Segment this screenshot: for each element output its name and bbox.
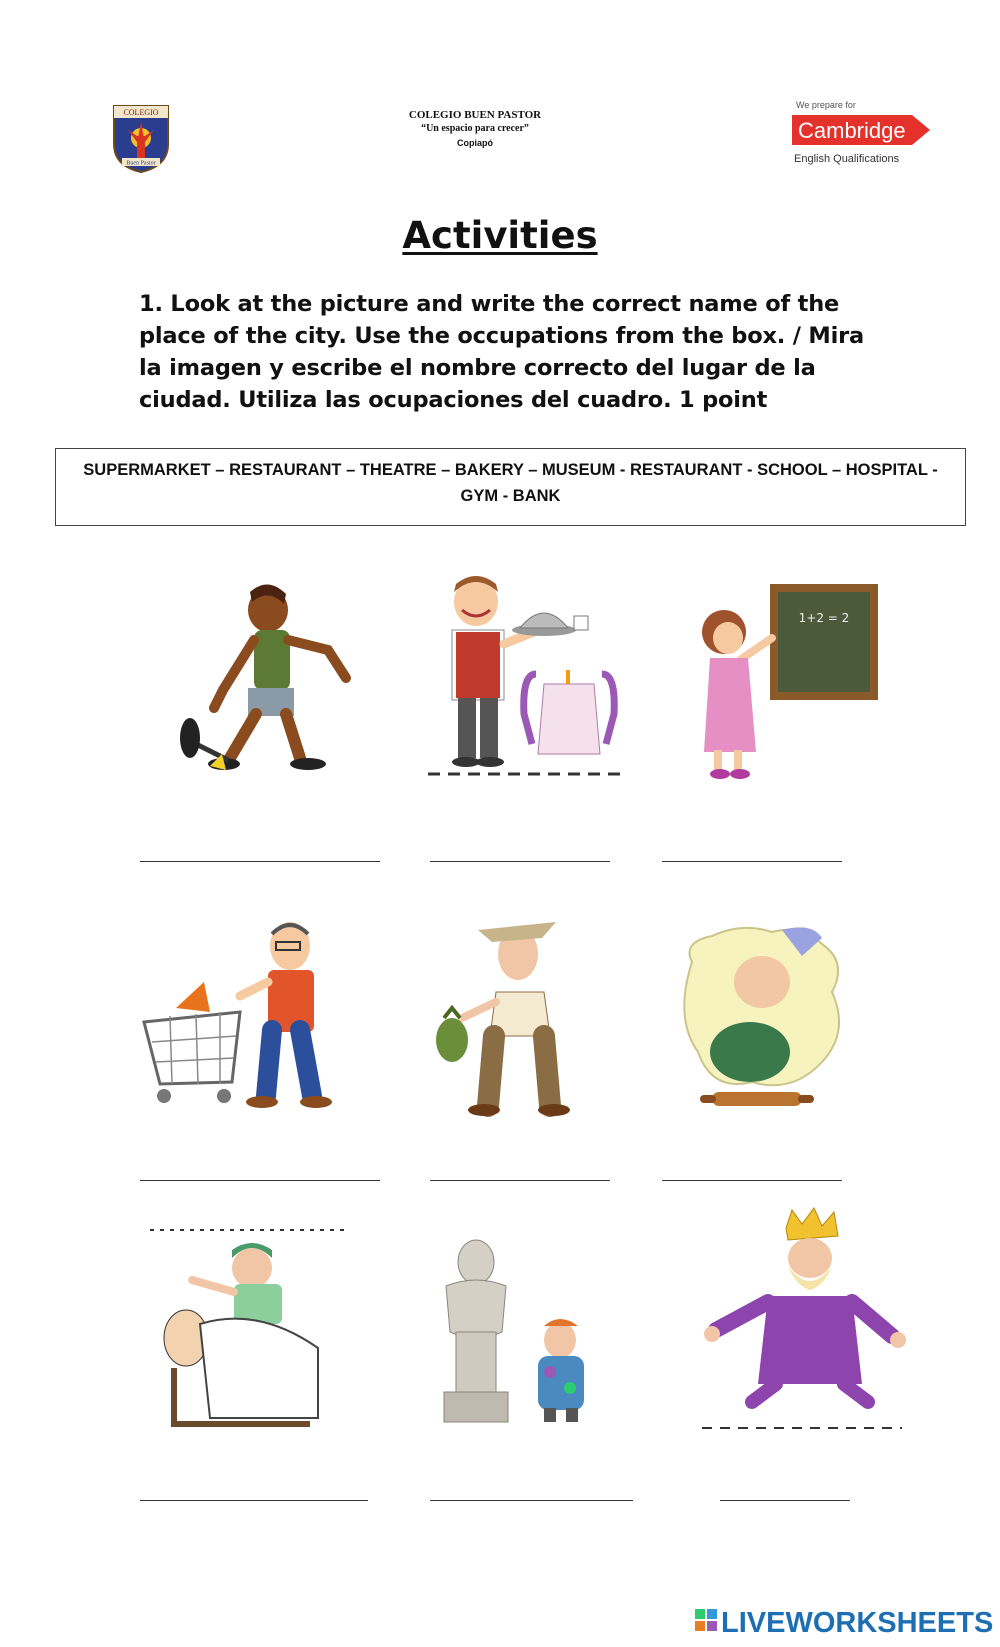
chalkboard-text: 1+2 = 2	[798, 611, 850, 625]
weightlifter-picture	[168, 580, 368, 780]
logo-square-blue	[707, 1609, 717, 1619]
shopper-picture	[140, 912, 340, 1112]
word-box: SUPERMARKET – RESTAURANT – THEATRE – BAKERY – MUSEUM - RESTAURANT - SCHOOL – HOSPITAL - GYM - BANK	[55, 448, 966, 526]
cambridge-logo	[790, 98, 940, 174]
instructions-text: 1. Look at the picture and write the correct name of the place of the city. Use the occupations from the box. / Mira la imagen y escribe el nombre correcto del lugar de la ciudad. Utiliza las ocupaciones del cuadro. 1 point	[139, 291, 864, 413]
museum-visitor-picture	[432, 1222, 612, 1428]
answer-line-6[interactable]	[662, 1180, 842, 1181]
liveworksheets-logo	[693, 1603, 993, 1639]
king-actor-picture	[692, 1206, 912, 1432]
school-city: Copiapó	[457, 138, 493, 148]
waiter-picture	[424, 574, 624, 780]
answer-line-8[interactable]	[430, 1500, 633, 1501]
answer-line-3[interactable]	[662, 861, 842, 862]
banker-picture	[432, 910, 602, 1120]
cambridge-bottom-text: English Qualifications	[794, 153, 900, 165]
baker-picture	[672, 922, 862, 1122]
answer-line-1[interactable]	[140, 861, 380, 862]
doctor-picture	[150, 1228, 350, 1428]
school-crest-logo	[110, 100, 172, 174]
crest-top-text: COLEGIO	[123, 108, 159, 117]
answer-line-2[interactable]	[430, 861, 610, 862]
school-header	[360, 108, 590, 150]
page-title: Activities	[402, 214, 598, 257]
teacher-picture	[690, 582, 880, 782]
logo-square-green	[695, 1609, 705, 1619]
school-name: COLEGIO BUEN PASTOR	[408, 109, 542, 121]
logo-square-purple	[707, 1621, 717, 1631]
cambridge-brand-text: Cambridge	[798, 118, 906, 143]
answer-line-9[interactable]	[720, 1500, 850, 1501]
answer-line-5[interactable]	[430, 1180, 610, 1181]
liveworksheets-text: LIVEWORKSHEETS	[721, 1607, 993, 1639]
cambridge-top-text: We prepare for	[796, 100, 856, 110]
crest-bottom-text: Buen Pastor	[126, 160, 156, 167]
school-motto: “Un espacio para crecer”	[421, 123, 529, 134]
logo-square-orange	[695, 1621, 705, 1631]
answer-line-7[interactable]	[140, 1500, 368, 1501]
answer-line-4[interactable]	[140, 1180, 380, 1181]
